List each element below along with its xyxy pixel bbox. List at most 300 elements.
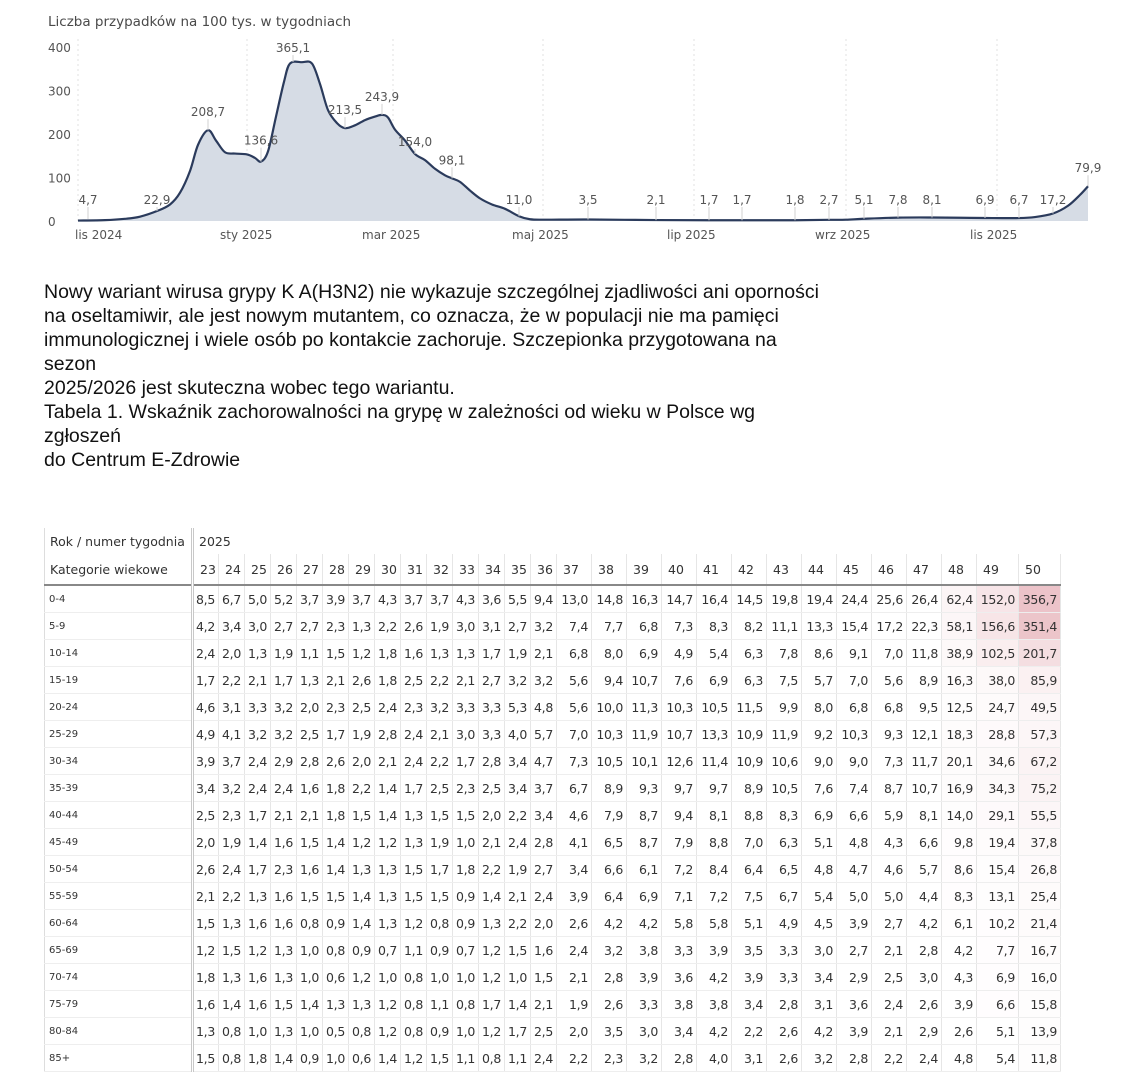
table-cell: 1,4 — [219, 991, 245, 1018]
table-cell: 2,1 — [872, 937, 907, 964]
table-cell: 2,2 — [427, 748, 453, 775]
table-cell: 4,1 — [219, 721, 245, 748]
age-category-label: 0-4 — [45, 585, 193, 613]
table-cell: 11,3 — [627, 694, 662, 721]
table-cell: 3,7 — [219, 748, 245, 775]
week-number-header: 49 — [977, 554, 1019, 585]
table-cell: 2,1 — [505, 883, 531, 910]
table-cell: 10,3 — [837, 721, 872, 748]
table-cell: 4,1 — [557, 829, 592, 856]
table-cell: 2,1 — [531, 640, 557, 667]
table-cell: 8,6 — [802, 640, 837, 667]
table-cell: 1,5 — [427, 1045, 453, 1072]
table-cell: 5,9 — [872, 802, 907, 829]
table-cell: 3,2 — [592, 937, 627, 964]
table-cell: 2,0 — [557, 1018, 592, 1045]
table-cell: 2,3 — [323, 613, 349, 640]
table-cell: 3,0 — [453, 613, 479, 640]
table-cell: 4,3 — [872, 829, 907, 856]
age-category-label: 35-39 — [45, 775, 193, 802]
table-cell: 0,8 — [219, 1045, 245, 1072]
table-cell: 1,7 — [245, 856, 271, 883]
table-cell: 2,3 — [219, 802, 245, 829]
table-cell: 12,6 — [662, 748, 697, 775]
table-cell: 2,4 — [193, 640, 219, 667]
table-cell: 1,4 — [245, 829, 271, 856]
table-cell: 3,7 — [349, 585, 375, 613]
table-cell: 19,4 — [802, 585, 837, 613]
table-cell: 1,3 — [349, 856, 375, 883]
table-cell: 2,7 — [271, 613, 297, 640]
table-cell: 5,8 — [662, 910, 697, 937]
week-number-header: 46 — [872, 554, 907, 585]
table-cell: 2,9 — [907, 1018, 942, 1045]
year-header: 2025 — [199, 533, 231, 549]
table-cell: 4,8 — [942, 1045, 977, 1072]
age-category-label: 25-29 — [45, 721, 193, 748]
table-cell: 75,2 — [1019, 775, 1061, 802]
flu-cases-chart — [40, 8, 1110, 258]
table-cell: 3,9 — [323, 585, 349, 613]
table-cell: 20,1 — [942, 748, 977, 775]
table-cell: 1,0 — [297, 1018, 323, 1045]
table-cell: 0,8 — [219, 1018, 245, 1045]
table-cell: 1,8 — [375, 667, 401, 694]
table-cell: 1,3 — [219, 964, 245, 991]
table-cell: 11,8 — [1019, 1045, 1061, 1072]
table-cell: 1,2 — [479, 1018, 505, 1045]
table-cell: 7,5 — [732, 883, 767, 910]
table-cell: 3,2 — [245, 721, 271, 748]
table-cell: 2,2 — [219, 667, 245, 694]
table-cell: 5,6 — [872, 667, 907, 694]
table-cell: 3,3 — [767, 964, 802, 991]
table-cell: 4,8 — [837, 829, 872, 856]
table-cell: 15,4 — [977, 856, 1019, 883]
table-cell: 6,3 — [732, 640, 767, 667]
table-cell: 26,8 — [1019, 856, 1061, 883]
table-cell: 1,3 — [375, 910, 401, 937]
table-cell: 10,7 — [627, 667, 662, 694]
table-cell: 1,5 — [193, 910, 219, 937]
table-cell: 28,8 — [977, 721, 1019, 748]
table-cell: 7,1 — [662, 883, 697, 910]
table-cell: 0,9 — [453, 910, 479, 937]
table-cell: 1,6 — [531, 937, 557, 964]
table-cell: 5,5 — [505, 585, 531, 613]
table-cell: 1,2 — [375, 829, 401, 856]
table-cell: 5,4 — [697, 640, 732, 667]
table-cell: 1,6 — [271, 883, 297, 910]
table-cell: 2,1 — [375, 748, 401, 775]
table-cell: 1,9 — [505, 640, 531, 667]
table-cell: 3,0 — [907, 964, 942, 991]
table-cell: 2,1 — [297, 802, 323, 829]
table-cell: 2,3 — [592, 1045, 627, 1072]
table-cell: 1,8 — [375, 640, 401, 667]
table-cell: 1,9 — [427, 613, 453, 640]
paragraph-line: sezon — [44, 353, 97, 375]
data-label: 4,7 — [78, 193, 98, 207]
table-cell: 19,4 — [977, 829, 1019, 856]
table-cell: 0,8 — [349, 1018, 375, 1045]
data-label: 8,1 — [922, 193, 942, 207]
table-cell: 5,0 — [837, 883, 872, 910]
corner-label-age: Kategorie wiekowe — [45, 554, 193, 585]
table-cell: 1,5 — [349, 802, 375, 829]
table-cell: 3,9 — [837, 1018, 872, 1045]
data-label: 243,9 — [364, 89, 400, 104]
table-cell: 3,4 — [732, 991, 767, 1018]
table-cell: 16,3 — [627, 585, 662, 613]
table-cell: 3,7 — [427, 585, 453, 613]
y-tick-label: 400 — [48, 41, 71, 55]
table-cell: 7,3 — [557, 748, 592, 775]
table-cell: 3,3 — [245, 694, 271, 721]
table-cell: 0,9 — [453, 883, 479, 910]
table-row — [45, 1018, 1061, 1045]
table-cell: 1,3 — [245, 883, 271, 910]
table-cell: 3,0 — [245, 613, 271, 640]
table-cell: 5,7 — [802, 667, 837, 694]
table-cell: 29,1 — [977, 802, 1019, 829]
table-cell: 2,8 — [375, 721, 401, 748]
data-label: 7,8 — [888, 193, 908, 207]
age-category-label: 85+ — [45, 1045, 193, 1072]
table-cell: 3,4 — [531, 802, 557, 829]
table-cell: 2,6 — [942, 1018, 977, 1045]
paragraph-line: Nowy wariant wirusa grypy K A(H3N2) nie wykazuje szczególnej zjadliwości ani oporności — [44, 281, 819, 303]
table-cell: 1,3 — [375, 883, 401, 910]
table-cell: 0,8 — [453, 991, 479, 1018]
table-cell: 2,6 — [907, 991, 942, 1018]
table-cell: 1,3 — [401, 829, 427, 856]
table-cell: 201,7 — [1019, 640, 1061, 667]
table-cell: 1,7 — [245, 802, 271, 829]
table-cell: 25,4 — [1019, 883, 1061, 910]
data-label: 136,6 — [243, 133, 279, 148]
table-cell: 6,7 — [219, 585, 245, 613]
table-cell: 3,8 — [662, 991, 697, 1018]
age-category-label: 40-44 — [45, 802, 193, 829]
table-cell: 1,3 — [453, 640, 479, 667]
table-cell: 2,4 — [557, 937, 592, 964]
table-cell: 3,9 — [557, 883, 592, 910]
table-cell: 3,6 — [479, 585, 505, 613]
table-cell: 4,4 — [907, 883, 942, 910]
paragraph-line: 2025/2026 jest skuteczna wobec tego wariantu. — [44, 377, 455, 399]
table-cell: 2,6 — [401, 613, 427, 640]
week-number-header: 26 — [271, 554, 297, 585]
table-cell: 2,4 — [401, 748, 427, 775]
table-cell: 22,3 — [907, 613, 942, 640]
table-cell: 1,8 — [453, 856, 479, 883]
table-cell: 7,0 — [837, 667, 872, 694]
table-cell: 6,6 — [837, 802, 872, 829]
table-cell: 3,1 — [802, 991, 837, 1018]
table-cell: 1,4 — [375, 802, 401, 829]
incidence-by-age-table — [44, 528, 1061, 1072]
table-cell: 10,5 — [592, 748, 627, 775]
table-cell: 4,2 — [592, 910, 627, 937]
table-cell: 1,5 — [297, 883, 323, 910]
table-cell: 14,0 — [942, 802, 977, 829]
y-tick-label: 200 — [48, 128, 71, 142]
data-label: 1,7 — [699, 193, 719, 207]
data-label: 98,1 — [438, 153, 466, 168]
age-category-label: 45-49 — [45, 829, 193, 856]
table-cell: 1,3 — [193, 1018, 219, 1045]
table-cell: 1,4 — [479, 883, 505, 910]
data-label: 6,7 — [1009, 193, 1029, 207]
age-category-label: 5-9 — [45, 613, 193, 640]
table-cell: 6,3 — [732, 667, 767, 694]
table-cell: 15,4 — [837, 613, 872, 640]
table-cell: 3,8 — [697, 991, 732, 1018]
table-cell: 4,2 — [907, 910, 942, 937]
age-category-label: 30-34 — [45, 748, 193, 775]
table-cell: 2,6 — [767, 1045, 802, 1072]
table-cell: 9,8 — [942, 829, 977, 856]
table-cell: 24,7 — [977, 694, 1019, 721]
table-cell: 2,4 — [531, 883, 557, 910]
table-cell: 2,2 — [505, 802, 531, 829]
table-cell: 2,3 — [401, 694, 427, 721]
table-cell: 1,3 — [479, 910, 505, 937]
table-cell: 1,3 — [245, 640, 271, 667]
table-cell: 1,5 — [453, 802, 479, 829]
table-cell: 1,2 — [479, 937, 505, 964]
table-cell: 16,7 — [1019, 937, 1061, 964]
week-number-header: 43 — [767, 554, 802, 585]
table-cell: 7,4 — [837, 775, 872, 802]
table-cell: 1,9 — [349, 721, 375, 748]
table-cell: 2,1 — [872, 1018, 907, 1045]
table-cell: 8,0 — [592, 640, 627, 667]
table-cell: 2,3 — [323, 694, 349, 721]
table-cell: 3,4 — [219, 613, 245, 640]
table-cell: 0,7 — [453, 937, 479, 964]
table-cell: 3,4 — [193, 775, 219, 802]
table-cell: 1,2 — [245, 937, 271, 964]
table-cell: 1,6 — [401, 640, 427, 667]
table-cell: 2,1 — [557, 964, 592, 991]
table-cell: 2,8 — [297, 748, 323, 775]
table-cell: 4,9 — [767, 910, 802, 937]
table-cell: 10,7 — [662, 721, 697, 748]
table-cell: 4,8 — [802, 856, 837, 883]
table-cell: 1,8 — [193, 964, 219, 991]
table-cell: 7,9 — [662, 829, 697, 856]
table-cell: 17,2 — [872, 613, 907, 640]
table-cell: 6,9 — [697, 667, 732, 694]
table-cell: 2,7 — [531, 856, 557, 883]
table-cell: 62,4 — [942, 585, 977, 613]
table-cell: 2,4 — [872, 991, 907, 1018]
table-row — [45, 748, 1061, 775]
table-cell: 3,9 — [837, 910, 872, 937]
table-cell: 3,0 — [627, 1018, 662, 1045]
table-cell: 6,9 — [977, 964, 1019, 991]
week-number-header: 42 — [732, 554, 767, 585]
week-number-header: 38 — [592, 554, 627, 585]
table-cell: 10,0 — [592, 694, 627, 721]
table-cell: 2,4 — [531, 1045, 557, 1072]
data-label: 2,7 — [819, 193, 839, 207]
table-cell: 6,4 — [732, 856, 767, 883]
table-cell: 1,1 — [297, 640, 323, 667]
table-cell: 1,3 — [375, 856, 401, 883]
table-cell: 1,2 — [479, 964, 505, 991]
paragraph-line: do Centrum E-Zdrowie — [44, 449, 241, 471]
table-cell: 1,1 — [453, 1045, 479, 1072]
table-cell: 4,8 — [531, 694, 557, 721]
table-cell: 1,2 — [375, 1018, 401, 1045]
table-cell: 37,8 — [1019, 829, 1061, 856]
table-cell: 8,3 — [942, 883, 977, 910]
table-cell: 5,6 — [557, 694, 592, 721]
table-cell: 0,8 — [297, 910, 323, 937]
table-cell: 8,9 — [592, 775, 627, 802]
week-number-header: 47 — [907, 554, 942, 585]
table-cell: 10,3 — [662, 694, 697, 721]
table-cell: 7,7 — [592, 613, 627, 640]
table-cell: 6,6 — [977, 991, 1019, 1018]
table-cell: 7,3 — [662, 613, 697, 640]
table-cell: 1,2 — [375, 991, 401, 1018]
table-cell: 3,0 — [802, 937, 837, 964]
table-cell: 4,9 — [662, 640, 697, 667]
table-cell: 2,8 — [592, 964, 627, 991]
table-cell: 9,1 — [837, 640, 872, 667]
table-cell: 1,2 — [401, 1045, 427, 1072]
table-cell: 1,4 — [375, 1045, 401, 1072]
age-category-label: 60-64 — [45, 910, 193, 937]
table-cell: 2,5 — [872, 964, 907, 991]
table-cell: 2,0 — [531, 910, 557, 937]
table-cell: 1,3 — [271, 1018, 297, 1045]
week-number-header: 48 — [942, 554, 977, 585]
table-cell: 102,5 — [977, 640, 1019, 667]
table-row — [45, 991, 1061, 1018]
table-cell: 0,9 — [323, 910, 349, 937]
table-cell: 4,2 — [627, 910, 662, 937]
table-cell: 356,7 — [1019, 585, 1061, 613]
table-cell: 13,1 — [977, 883, 1019, 910]
table-cell: 2,4 — [271, 775, 297, 802]
week-number-header: 33 — [453, 554, 479, 585]
table-cell: 8,7 — [627, 802, 662, 829]
table-cell: 1,8 — [245, 1045, 271, 1072]
table-cell: 2,0 — [193, 829, 219, 856]
table-cell: 1,6 — [245, 910, 271, 937]
table-cell: 1,3 — [271, 964, 297, 991]
table-cell: 2,9 — [837, 964, 872, 991]
table-cell: 57,3 — [1019, 721, 1061, 748]
table-cell: 0,6 — [323, 964, 349, 991]
table-cell: 3,2 — [531, 667, 557, 694]
table-cell: 1,5 — [401, 856, 427, 883]
table-cell: 14,5 — [732, 585, 767, 613]
table-cell: 10,3 — [592, 721, 627, 748]
table-cell: 3,3 — [627, 991, 662, 1018]
table-cell: 2,4 — [401, 721, 427, 748]
table-row — [45, 585, 1061, 613]
incidence-table-container — [44, 528, 1102, 1072]
table-row — [45, 721, 1061, 748]
table-cell: 9,5 — [907, 694, 942, 721]
table-cell: 16,4 — [697, 585, 732, 613]
table-cell: 2,0 — [349, 748, 375, 775]
table-cell: 0,9 — [297, 1045, 323, 1072]
table-cell: 5,7 — [531, 721, 557, 748]
table-cell: 16,3 — [942, 667, 977, 694]
week-number-header: 25 — [245, 554, 271, 585]
table-cell: 34,3 — [977, 775, 1019, 802]
table-cell: 4,7 — [837, 856, 872, 883]
table-cell: 3,2 — [531, 613, 557, 640]
table-cell: 14,8 — [592, 585, 627, 613]
table-cell: 5,0 — [245, 585, 271, 613]
table-cell: 1,4 — [323, 829, 349, 856]
table-cell: 10,7 — [907, 775, 942, 802]
table-cell: 1,5 — [271, 991, 297, 1018]
table-cell: 13,9 — [1019, 1018, 1061, 1045]
table-cell: 0,5 — [323, 1018, 349, 1045]
table-cell: 8,8 — [732, 802, 767, 829]
table-cell: 2,2 — [732, 1018, 767, 1045]
table-cell: 3,2 — [427, 694, 453, 721]
table-cell: 1,0 — [245, 1018, 271, 1045]
table-cell: 1,8 — [323, 775, 349, 802]
table-cell: 26,4 — [907, 585, 942, 613]
table-cell: 1,6 — [297, 775, 323, 802]
table-cell: 1,6 — [245, 964, 271, 991]
table-cell: 2,0 — [479, 802, 505, 829]
table-cell: 1,1 — [505, 1045, 531, 1072]
table-cell: 2,6 — [557, 910, 592, 937]
table-cell: 8,8 — [697, 829, 732, 856]
table-cell: 1,8 — [323, 802, 349, 829]
table-cell: 2,4 — [505, 829, 531, 856]
table-cell: 3,9 — [193, 748, 219, 775]
table-row — [45, 964, 1061, 991]
table-cell: 2,6 — [349, 667, 375, 694]
table-cell: 4,2 — [697, 1018, 732, 1045]
table-cell: 1,5 — [427, 802, 453, 829]
table-cell: 3,3 — [767, 937, 802, 964]
table-cell: 3,9 — [627, 964, 662, 991]
table-cell: 1,5 — [323, 883, 349, 910]
table-cell: 1,9 — [557, 991, 592, 1018]
data-label: 3,5 — [578, 193, 598, 207]
table-cell: 1,6 — [193, 991, 219, 1018]
age-category-label: 20-24 — [45, 694, 193, 721]
table-cell: 10,5 — [767, 775, 802, 802]
week-number-header: 36 — [531, 554, 557, 585]
y-tick-label: 0 — [48, 215, 56, 229]
table-cell: 19,8 — [767, 585, 802, 613]
table-cell: 1,0 — [453, 1018, 479, 1045]
table-cell: 2,9 — [271, 748, 297, 775]
week-number-header: 23 — [193, 554, 219, 585]
table-cell: 10,9 — [732, 721, 767, 748]
table-cell: 1,7 — [323, 721, 349, 748]
table-cell: 4,0 — [505, 721, 531, 748]
data-label: 1,7 — [732, 193, 752, 207]
table-cell: 1,9 — [219, 829, 245, 856]
table-cell: 3,5 — [592, 1018, 627, 1045]
